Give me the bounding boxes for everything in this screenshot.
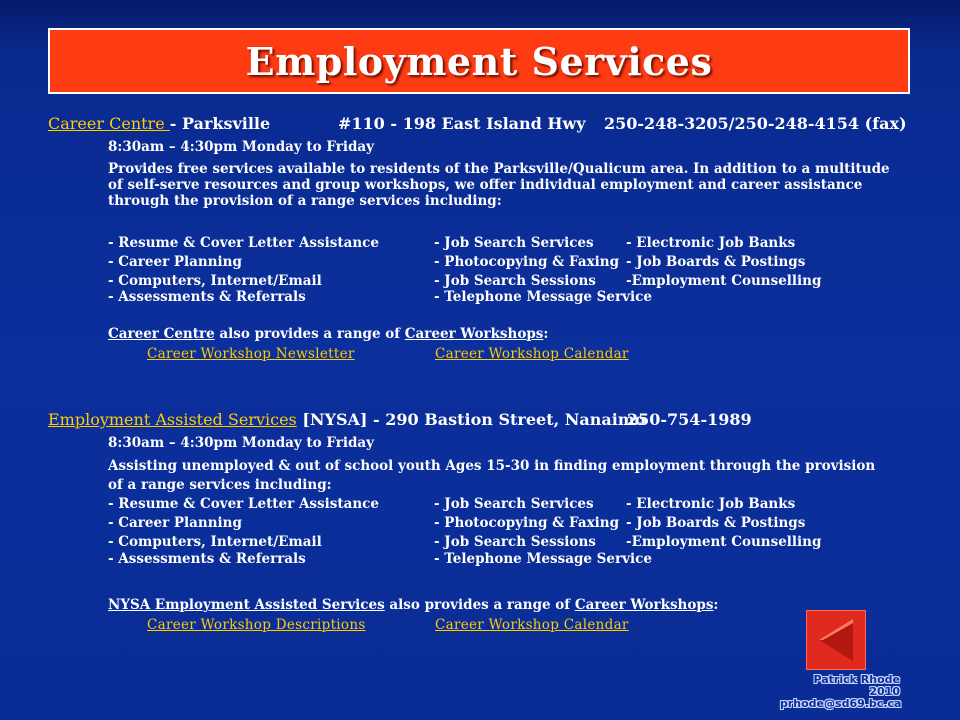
s1-service: - Computers, Internet/Email [108,273,322,289]
section1-dash: - [169,114,182,133]
workshops-colon: : [713,597,719,613]
section1-location: Parksville [181,114,271,133]
section2-workshops-line [108,597,718,613]
s1-service: - Career Planning [108,254,242,270]
author-credit [780,674,900,710]
s1-service: -Employment Counselling [626,273,822,289]
section1-phone: 250-248-3205/250-248-4154 (fax) [604,114,907,133]
career-workshop-descriptions-link[interactable]: Career Workshop Descriptions [147,617,366,633]
career-workshops-link[interactable]: Career Workshops [574,597,714,613]
s1-service: - Assessments & Referrals [108,289,306,305]
section2-desc-line2: of a range services including: [108,477,332,493]
employment-assisted-services-link[interactable]: Employment Assisted Services [48,410,297,429]
page-title: Employment Services [245,38,713,84]
section1-hours: 8:30am – 4:30pm Monday to Friday [108,139,374,155]
s2-service: - Photocopying & Faxing [434,515,620,531]
s2-service: - Telephone Message Service [434,551,652,567]
s1-service: - Job Search Sessions [434,273,596,289]
s2-service: - Job Search Services [434,496,594,512]
section2-phone: 250-754-1989 [627,410,752,429]
s2-service: - Computers, Internet/Email [108,534,322,550]
s2-service: - Career Planning [108,515,242,531]
s1-service: - Telephone Message Service [434,289,652,305]
s1-service: - Job Search Services [434,235,594,251]
back-arrow-icon [807,611,865,669]
credit-email: prhode@sd69.bc.ca [780,697,902,710]
s1-service: - Electronic Job Banks [626,235,796,251]
s1-service: - Resume & Cover Letter Assistance [108,235,379,251]
back-button[interactable] [806,610,866,670]
s2-service: - Electronic Job Banks [626,496,796,512]
career-workshop-calendar-link-2[interactable]: Career Workshop Calendar [435,617,629,633]
career-workshops-link[interactable]: Career Workshops [404,326,544,342]
workshops-text: also provides a range of [214,326,405,342]
career-workshop-newsletter-link[interactable]: Career Workshop Newsletter [147,346,355,362]
s2-service: - Resume & Cover Letter Assistance [108,496,379,512]
workshops-colon: : [543,326,549,342]
s1-service: - Photocopying & Faxing [434,254,620,270]
nysa-services-link[interactable]: NYSA Employment Assisted Services [108,597,385,613]
s2-service: - Job Boards & Postings [626,515,806,531]
s2-service: - Assessments & Referrals [108,551,306,567]
section1-header [48,114,270,133]
s2-service: -Employment Counselling [626,534,822,550]
section1-workshops-line [108,326,548,342]
s2-service: - Job Search Sessions [434,534,596,550]
section2-hours: 8:30am – 4:30pm Monday to Friday [108,435,374,451]
s1-service: - Job Boards & Postings [626,254,806,270]
section1-description: Provides free services available to residents of the Parksville/Qualicum area. In addition to a multitude of self-serve resources and group workshops, we offer individual employment and career assistance through the provision of a range services including: [108,161,890,209]
section2-rest: [NYSA] - 290 Bastion Street, Nanaimo [296,410,646,429]
section2-header [48,410,645,429]
career-centre-text-link[interactable]: Career Centre [108,326,215,342]
career-workshop-calendar-link[interactable]: Career Workshop Calendar [435,346,629,362]
title-banner [48,28,910,94]
credit-name: Patrick Rhode 2010 [813,673,900,698]
career-centre-link[interactable]: Career Centre [48,114,170,133]
section1-address: #110 - 198 East Island Hwy [338,114,586,133]
workshops-text: also provides a range of [384,597,575,613]
section2-desc-line1: Assisting unemployed & out of school youth Ages 15-30 in finding employment through the provision [108,458,876,474]
